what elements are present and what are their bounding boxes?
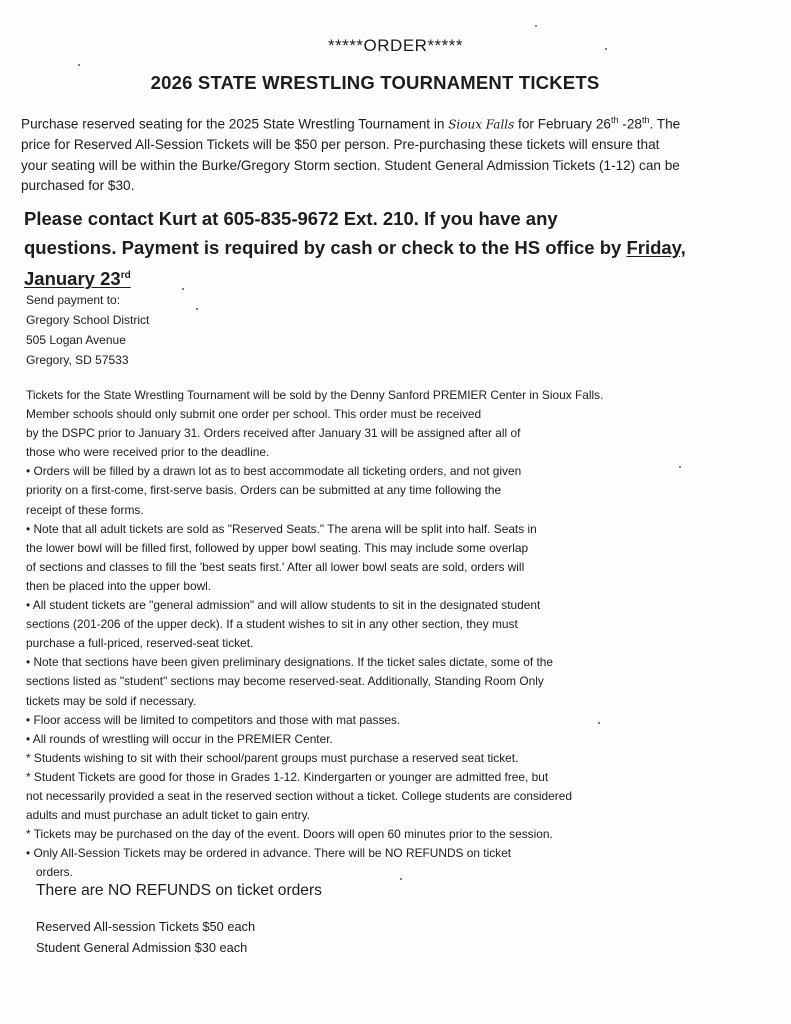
rules-line: * Tickets may be purchased on the day of the event. Doors will open 60 minutes prior to the session.: [26, 827, 553, 842]
contact-line-1: Please contact Kurt at 605-835-9672 Ext. 210. If you have any: [24, 208, 558, 229]
scan-speck: [78, 64, 80, 66]
rules-line: • All student tickets are "general admission" and will allow students to sit in the designated student: [26, 598, 541, 613]
rules-line: * Student Tickets are good for those in Grades 1-12. Kindergarten or younger are admitted free, but: [26, 769, 549, 784]
rules-line: purchase a full-priced, reserved-seat ticket.: [26, 636, 254, 651]
price-student: Student General Admission $30 each: [36, 940, 248, 955]
rules-line: tickets may be sold if necessary.: [26, 693, 197, 708]
deadline-day: Friday,: [626, 236, 686, 258]
rules-line: the lower bowl will be filled first, followed by upper bowl seating. This may include some overlap: [26, 540, 529, 555]
refund-policy: There are NO REFUNDS on ticket orders: [36, 882, 322, 899]
payment-address: [26, 290, 149, 370]
contact-line-3: [24, 262, 744, 294]
rules-line: • Orders will be filled by a drawn lot as to best accommodate all ticketing orders, and not given: [26, 464, 522, 479]
intro-line-2: price for Reserved All-Session Tickets will be $50 per person. Pre-purchasing these tickets will ensure that: [21, 137, 660, 153]
price-reserved: Reserved All-session Tickets $50 each: [36, 919, 256, 934]
contact-line-2: questions. Payment is required by cash or check to the HS office by Friday,: [24, 236, 686, 258]
contact-notice: [24, 205, 744, 294]
scan-speck: [679, 466, 681, 468]
intro-paragraph: [21, 110, 741, 197]
rules-line: of sections and classes to fill the 'best seats first.' After all lower bowl seats are sold, orders will: [26, 559, 525, 574]
rules-line: sections listed as "student" sections may become reserved-seat. Additionally, Standing Room Only: [26, 674, 544, 689]
rules-line: orders.: [26, 865, 73, 880]
payment-label: Send payment to:: [26, 293, 121, 307]
rules-line: Tickets for the State Wrestling Tournament will be sold by the Denny Sanford PREMIER Center in Sioux Falls.: [26, 388, 604, 402]
rules-line: adults and must purchase an adult ticket to gain entry.: [26, 808, 310, 823]
rules-line: • Note that all adult tickets are sold as "Reserved Seats." The arena will be split into half. Seats in: [26, 521, 537, 536]
scan-speck: [196, 308, 198, 310]
rules-line: • All rounds of wrestling will occur in the PREMIER Center.: [26, 731, 333, 746]
order-heading: *****ORDER*****: [327, 36, 464, 55]
scan-speck: [535, 25, 537, 27]
rules-line: then be placed into the upper bowl.: [26, 578, 212, 593]
rules-line: those who were received prior to the deadline.: [26, 445, 270, 460]
scan-speck: [605, 48, 607, 50]
scan-speck: [182, 288, 184, 290]
rules-line: not necessarily provided a seat in the reserved section without a ticket. College students are considered: [26, 788, 572, 803]
rules-line: sections (201-206 of the upper deck). If a student wishes to sit in any other section, they must: [26, 617, 518, 632]
intro-line-3: your seating will be within the Burke/Gregory Storm section. Student General Admission Tickets (1-12) can be: [21, 157, 680, 173]
rules-line: • Note that sections have been given preliminary designations. If the ticket sales dictate, some of the: [26, 655, 553, 670]
intro-line-4: purchased for $30.: [21, 178, 135, 194]
price-list: [36, 916, 255, 958]
scan-speck: [598, 722, 600, 724]
handwritten-city: Sioux Falls: [448, 117, 515, 132]
intro-line-1: Purchase reserved seating for the 2025 State Wrestling Tournament in Sioux Falls for February 26th -28th. The: [21, 115, 681, 132]
scan-speck: [400, 878, 402, 880]
deadline-date: January 23rd: [24, 268, 131, 290]
page-title: 2026 STATE WRESTLING TOURNAMENT TICKETS: [150, 72, 600, 93]
payment-name: Gregory School District: [26, 313, 150, 327]
payment-city: Gregory, SD 57533: [26, 353, 129, 367]
rules-line: • Floor access will be limited to competitors and those with mat passes.: [26, 712, 401, 727]
rules-line: receipt of these forms.: [26, 502, 144, 517]
rules-line: * Students wishing to sit with their school/parent groups must purchase a reserved seat ticket.: [26, 750, 519, 765]
rules-line: by the DSPC prior to January 31. Orders received after January 31 will be assigned after all of: [26, 426, 521, 441]
rules-line: • Only All-Session Tickets may be ordered in advance. There will be NO REFUNDS on ticket: [26, 846, 512, 861]
rules-list: [26, 386, 686, 882]
rules-line: priority on a first-come, first-serve basis. Orders can be submitted at any time following the: [26, 483, 502, 498]
payment-street: 505 Logan Avenue: [26, 333, 126, 347]
rules-line: Member schools should only submit one order per school. This order must be received: [26, 407, 482, 422]
